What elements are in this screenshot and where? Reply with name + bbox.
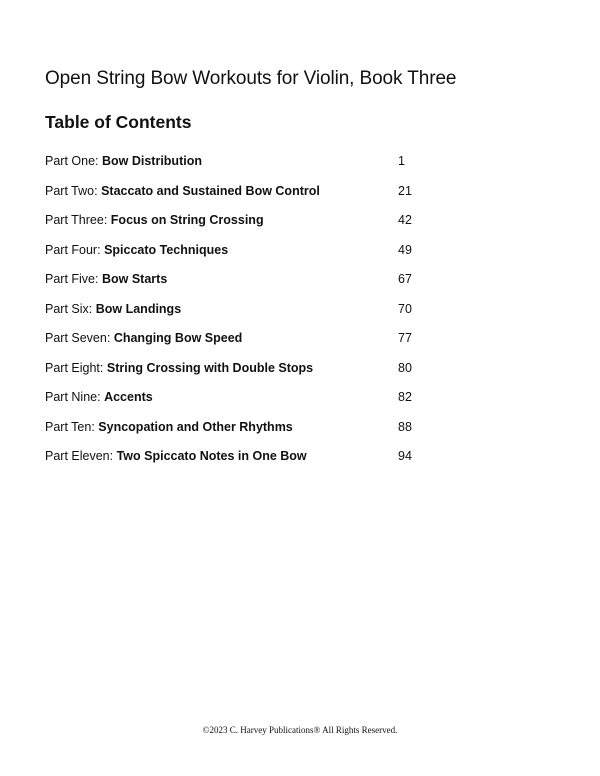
toc-entry-page: 94 [398,449,412,463]
toc-entry-page: 77 [398,331,412,345]
toc-entry-page: 82 [398,390,412,404]
book-title: Open String Bow Workouts for Violin, Book Three [45,68,457,89]
toc-entry-title: Accents [104,390,153,404]
toc-entry [45,387,425,417]
toc-entry-title: Syncopation and Other Rhythms [98,419,293,434]
toc-entry-title: Bow Starts [101,272,168,286]
toc-entry [45,240,425,270]
toc-entry [45,358,425,388]
toc-entry-label: Part One: [45,154,99,168]
toc-heading: Table of Contents [45,112,192,132]
toc-entry [45,151,425,181]
toc-entry-page: 88 [398,419,412,434]
toc-entry-title: Spiccato Techniques [104,242,229,257]
toc-entry-label: Part Ten: [45,419,95,434]
toc-entry [45,210,425,240]
toc-entry-label: Part Two: [45,183,98,198]
toc-entry-page: 70 [398,301,412,316]
toc-entry-page: 1 [398,154,405,168]
toc-entry-label: Part Nine: [45,390,101,404]
toc-entry-label: Part Seven: [45,331,111,345]
toc-entry-label: Part Six: [45,301,93,316]
toc-list [45,151,425,476]
toc-entry [45,446,425,476]
toc-entry-title: Staccato and Sustained Bow Control [101,183,320,198]
toc-entry-title: Changing Bow Speed [113,331,243,345]
toc-entry-title: Bow Landings [95,301,182,316]
toc-entry-title: String Crossing with Double Stops [106,360,314,375]
toc-entry-title: Focus on String Crossing [110,213,264,227]
toc-entry-label: Part Eleven: [45,449,114,463]
toc-entry-page: 21 [398,183,412,198]
toc-entry [45,269,425,299]
toc-entry-page: 42 [398,213,412,227]
toc-entry-title: Two Spiccato Notes in One Bow [116,449,307,463]
toc-entry-title: Bow Distribution [101,154,202,168]
toc-entry-label: Part Five: [45,272,99,286]
toc-entry [45,328,425,358]
copyright-footer: ©2023 C. Harvey Publications® All Rights Reserved. [202,725,398,735]
toc-entry [45,299,425,329]
toc-entry-page: 49 [398,242,412,257]
toc-entry-page: 67 [398,272,412,286]
toc-entry [45,417,425,447]
toc-entry-label: Part Three: [45,213,108,227]
toc-entry-page: 80 [398,360,412,375]
toc-entry-label: Part Eight: [45,360,104,375]
toc-entry [45,181,425,211]
toc-entry-label: Part Four: [45,242,101,257]
